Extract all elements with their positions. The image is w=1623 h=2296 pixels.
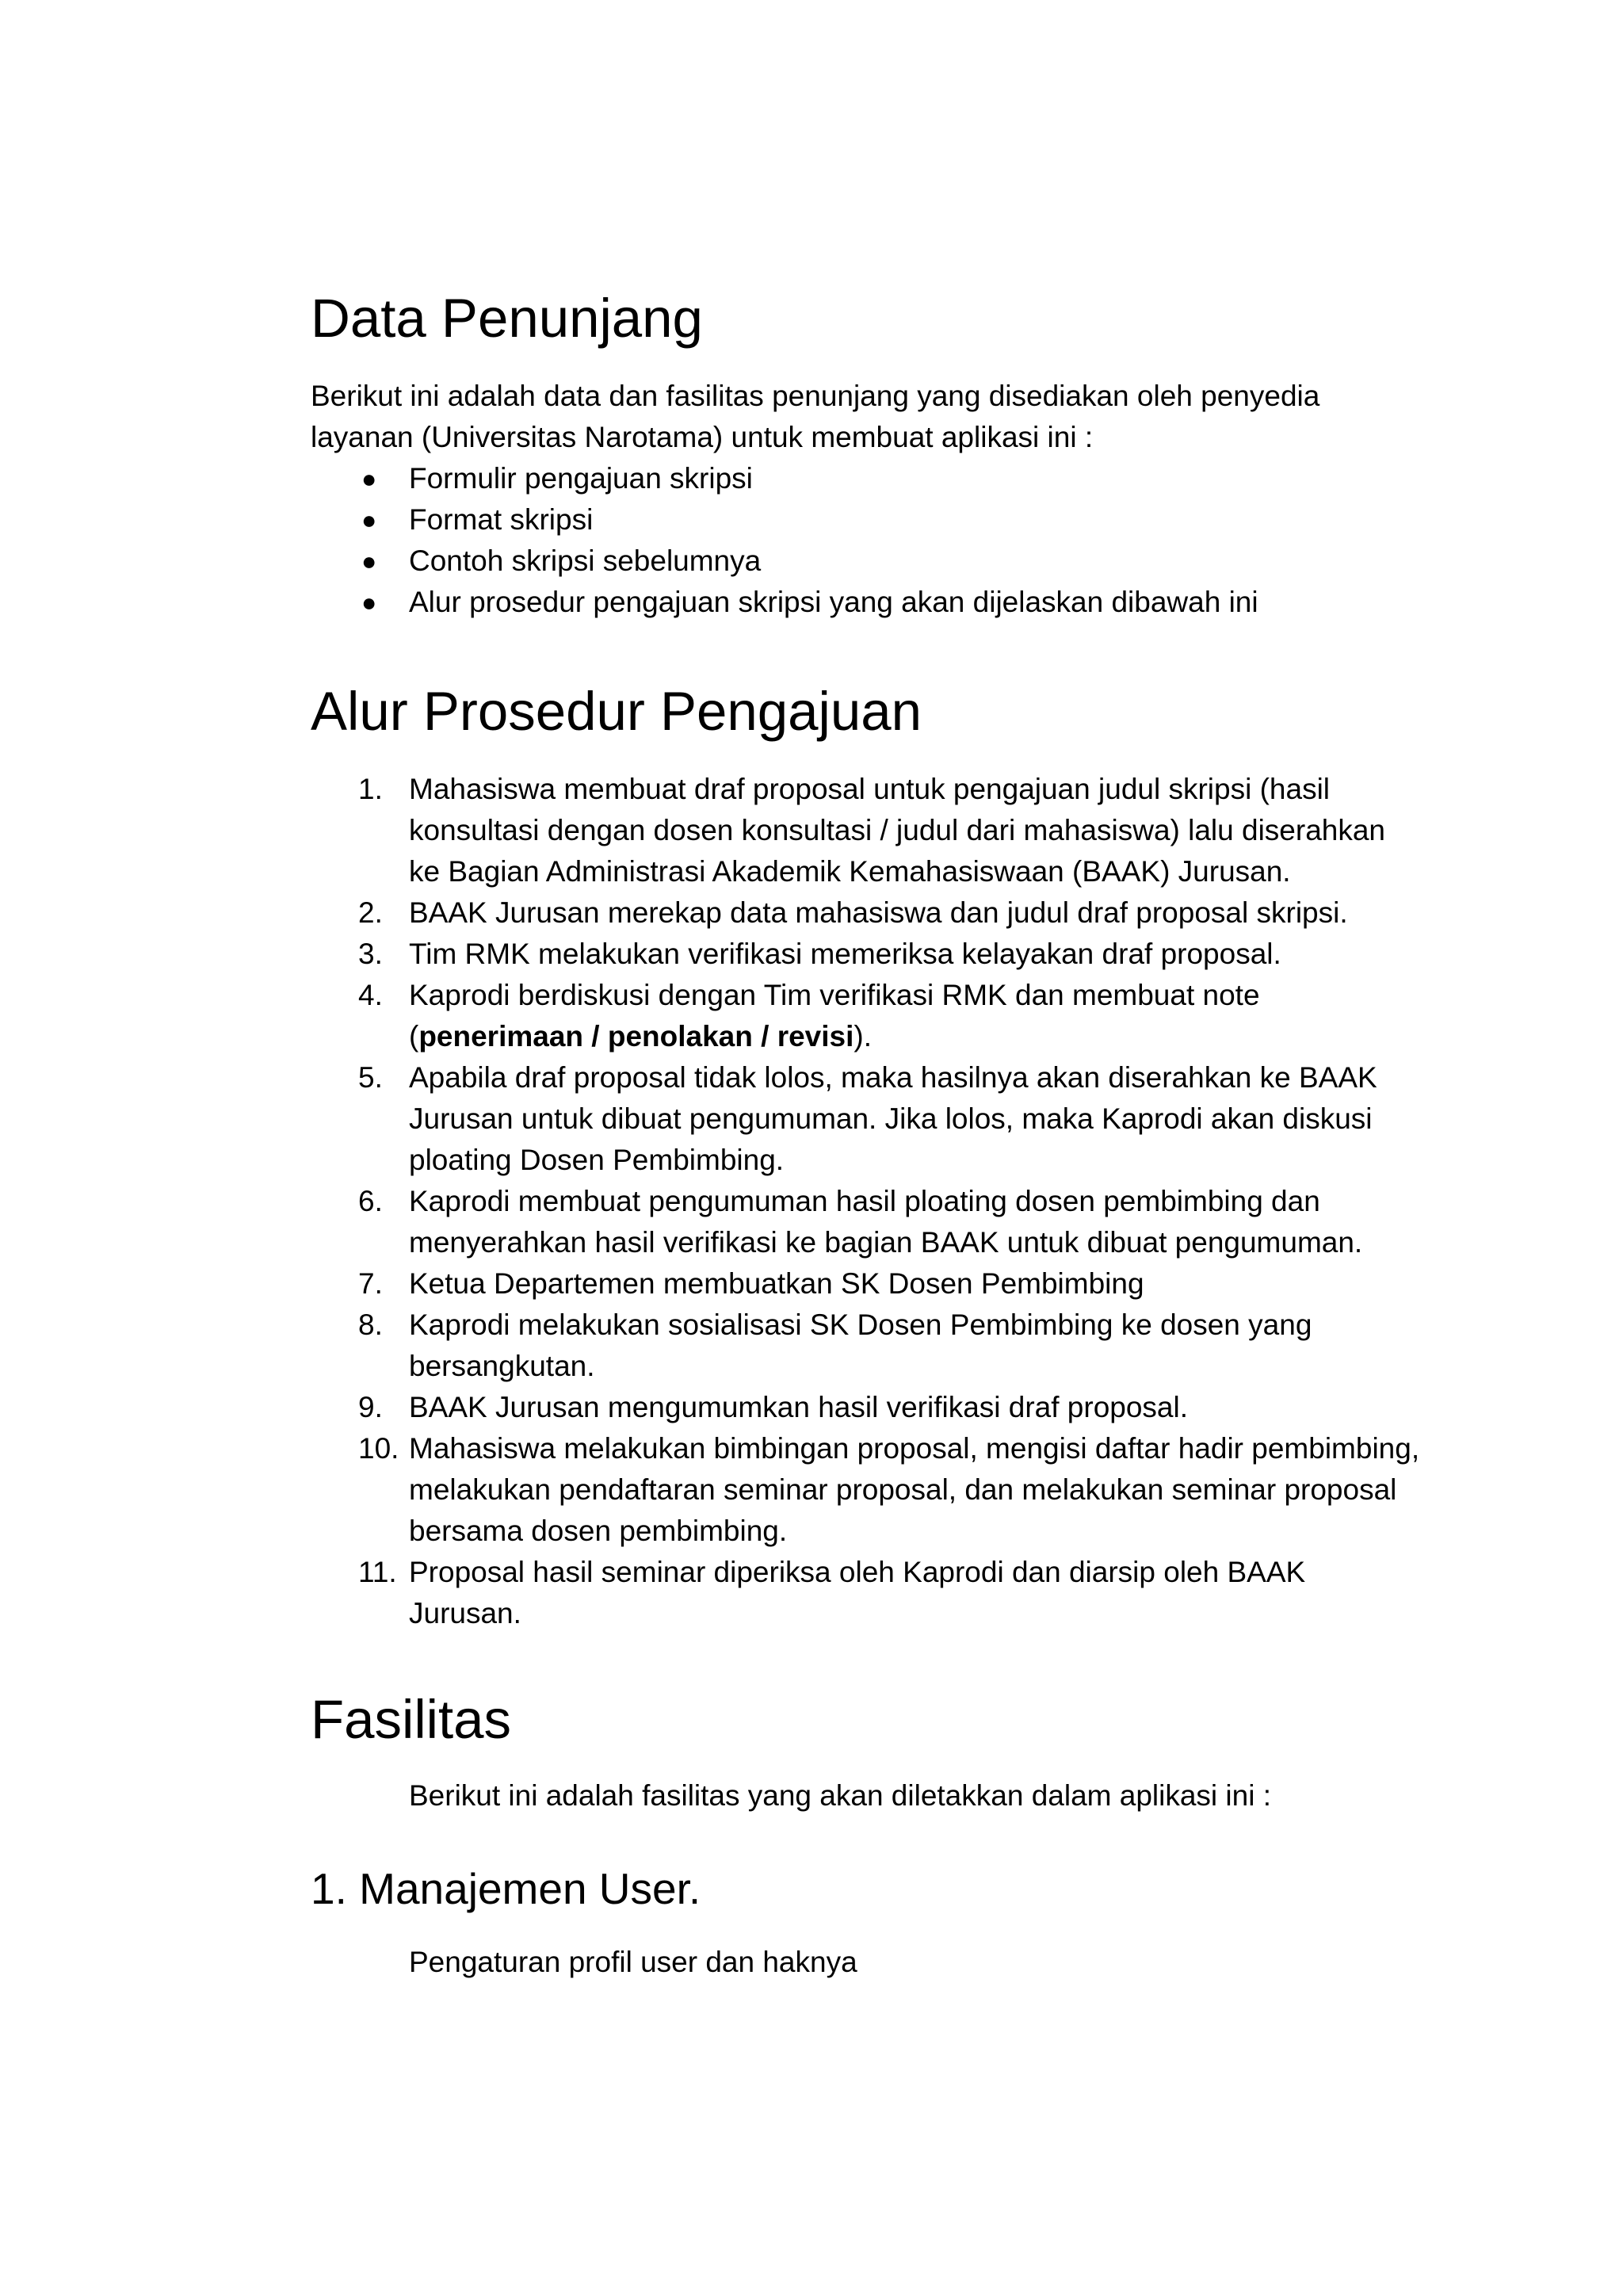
- list-item: [311, 1387, 1420, 1428]
- subheading-manajemen-user: 1. Manajemen User.: [311, 1864, 701, 1913]
- list-item: [311, 975, 1420, 1057]
- list-item-text: Contoh skripsi sebelumnya: [409, 544, 762, 577]
- list-item: [311, 1552, 1420, 1634]
- intro-line-2: layanan (Universitas Narotama) untuk membuat aplikasi ini :: [311, 421, 1094, 453]
- step-text: Mahasiswa membuat draf proposal untuk pengajuan judul skripsi (hasil konsultasi dengan dosen konsultasi / judul dari mahasiswa) lalu diserahkan ke Bagian Administrasi Akademik Kemahasiswaan (BAAK) Jurusan.: [409, 773, 1386, 888]
- step-number: 7.: [358, 1267, 383, 1300]
- fasilitas-intro: Berikut ini adalah fasilitas yang akan diletakkan dalam aplikasi ini :: [409, 1779, 1271, 1812]
- list-item: [311, 1181, 1420, 1263]
- step-text: BAAK Jurusan mengumumkan hasil verifikasi draf proposal.: [409, 1391, 1189, 1423]
- step-number: 2.: [358, 896, 383, 929]
- step-number: 10.: [358, 1432, 399, 1465]
- step-number: 9.: [358, 1391, 383, 1423]
- step-text-after: ).: [854, 1020, 872, 1052]
- heading-alur-prosedur: Alur Prosedur Pengajuan: [311, 681, 922, 742]
- supporting-data-list: [311, 458, 1420, 623]
- intro-line-1: Berikut ini adalah data dan fasilitas penunjang yang disediakan oleh penyedia: [311, 380, 1320, 412]
- step-number: 4.: [358, 979, 383, 1011]
- list-item: [311, 458, 1420, 499]
- step-number: 8.: [358, 1308, 383, 1341]
- list-item: [311, 499, 1420, 541]
- bullet-icon: ●: [361, 506, 377, 534]
- step-number: 11.: [358, 1556, 397, 1588]
- step-text: Mahasiswa melakukan bimbingan proposal, mengisi daftar hadir pembimbing, melakukan pendaftaran seminar proposal, dan melakukan seminar proposal bersama dosen pembimbing.: [409, 1432, 1420, 1547]
- list-item-text: Alur prosedur pengajuan skripsi yang akan dijelaskan dibawah ini: [409, 586, 1258, 618]
- bullet-icon: ●: [361, 464, 377, 493]
- list-item: [311, 892, 1420, 934]
- list-item: [311, 769, 1420, 892]
- data-penunjang-intro: [311, 376, 1420, 458]
- list-item-text: Formulir pengajuan skripsi: [409, 462, 753, 495]
- step-text: Proposal hasil seminar diperiksa oleh Kaprodi dan diarsip oleh BAAK Jurusan.: [409, 1556, 1306, 1629]
- step-text: Ketua Departemen membuatkan SK Dosen Pembimbing: [409, 1267, 1144, 1300]
- bullet-icon: ●: [361, 547, 377, 575]
- heading-data-penunjang: Data Penunjang: [311, 288, 703, 349]
- manajemen-user-text: Pengaturan profil user dan haknya: [409, 1946, 857, 1978]
- step-text: Tim RMK melakukan verifikasi memeriksa kelayakan draf proposal.: [409, 938, 1281, 970]
- list-item: [311, 934, 1420, 975]
- step-text-bold: penerimaan / penolakan / revisi: [418, 1020, 854, 1052]
- heading-fasilitas: Fasilitas: [311, 1689, 512, 1750]
- list-item: [311, 1263, 1420, 1305]
- step-number: 1.: [358, 773, 383, 805]
- step-number: 5.: [358, 1061, 383, 1094]
- step-text-before: Kaprodi berdiskusi dengan Tim verifikasi RMK dan membuat note (: [409, 979, 1260, 1052]
- list-item-text: Format skripsi: [409, 503, 594, 536]
- step-text: Kaprodi melakukan sosialisasi SK Dosen Pembimbing ke dosen yang bersangkutan.: [409, 1308, 1312, 1382]
- list-item: [311, 541, 1420, 582]
- step-text: Apabila draf proposal tidak lolos, maka hasilnya akan diserahkan ke BAAK Jurusan untuk dibuat pengumuman. Jika lolos, maka Kaprodi akan diskusi ploating Dosen Pembimbing.: [409, 1061, 1377, 1176]
- bullet-icon: ●: [361, 588, 377, 617]
- list-item: [311, 582, 1420, 623]
- list-item: [311, 1428, 1420, 1552]
- procedure-steps-list: [311, 769, 1420, 1634]
- step-number: 3.: [358, 938, 383, 970]
- step-text: Kaprodi membuat pengumuman hasil ploating dosen pembimbing dan menyerahkan hasil verifikasi ke bagian BAAK untuk dibuat pengumuman.: [409, 1185, 1363, 1259]
- step-text: BAAK Jurusan merekap data mahasiswa dan judul draf proposal skripsi.: [409, 896, 1348, 929]
- list-item: [311, 1305, 1420, 1387]
- step-number: 6.: [358, 1185, 383, 1217]
- list-item: [311, 1057, 1420, 1181]
